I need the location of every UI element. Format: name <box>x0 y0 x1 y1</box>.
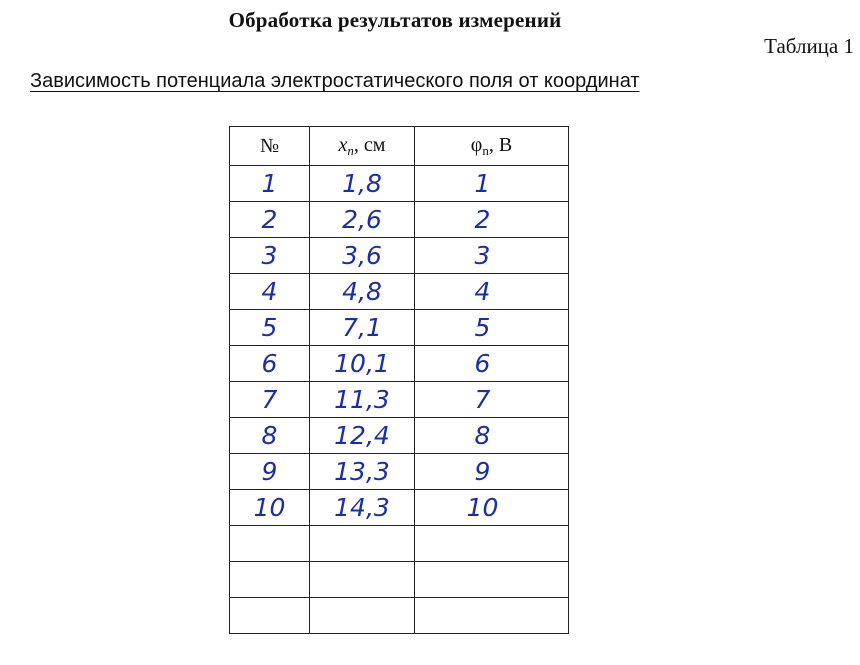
potential-cell: 7 <box>415 382 569 418</box>
potential-cell: 10 <box>415 490 569 526</box>
header-coordinate <box>310 127 415 166</box>
table-header <box>230 127 569 166</box>
coordinate-cell <box>310 562 415 598</box>
table-row <box>230 418 569 454</box>
row-number-cell: 1 <box>230 166 310 202</box>
table-row <box>230 238 569 274</box>
row-number-cell: 4 <box>230 274 310 310</box>
table-row-empty <box>230 526 569 562</box>
coordinate-cell: 11,3 <box>310 382 415 418</box>
measurements-table <box>229 126 569 634</box>
potential-cell: 4 <box>415 274 569 310</box>
table-number-label: Таблица 1 <box>764 34 854 58</box>
table-row <box>230 166 569 202</box>
row-number-cell: 10 <box>230 490 310 526</box>
row-number-cell: 3 <box>230 238 310 274</box>
coordinate-cell: 12,4 <box>310 418 415 454</box>
coordinate-subscript: n <box>347 142 354 158</box>
coordinate-cell: 13,3 <box>310 454 415 490</box>
row-number-cell: 8 <box>230 418 310 454</box>
coordinate-cell: 3,6 <box>310 238 415 274</box>
number-sign: № <box>259 134 280 157</box>
potential-cell: 8 <box>415 418 569 454</box>
coordinate-unit: , см <box>353 133 386 156</box>
table-body <box>230 166 569 634</box>
coordinate-cell: 4,8 <box>310 274 415 310</box>
table-row-empty <box>230 562 569 598</box>
row-number-cell <box>230 526 310 562</box>
table-row <box>230 202 569 238</box>
coordinate-cell: 2,6 <box>310 202 415 238</box>
coordinate-cell: 10,1 <box>310 346 415 382</box>
potential-cell: 3 <box>415 238 569 274</box>
potential-cell: 9 <box>415 454 569 490</box>
row-number-cell: 6 <box>230 346 310 382</box>
coordinate-cell <box>310 526 415 562</box>
potential-subscript: n <box>482 142 489 158</box>
potential-cell <box>415 562 569 598</box>
coordinate-cell: 7,1 <box>310 310 415 346</box>
table-row <box>230 310 569 346</box>
row-number-cell <box>230 562 310 598</box>
table-row <box>230 382 569 418</box>
potential-cell: 6 <box>415 346 569 382</box>
row-number-cell: 2 <box>230 202 310 238</box>
potential-unit: , В <box>488 133 513 156</box>
coordinate-cell <box>310 598 415 634</box>
coordinate-cell: 1,8 <box>310 166 415 202</box>
table-row <box>230 274 569 310</box>
header-number <box>230 127 310 166</box>
potential-cell <box>415 526 569 562</box>
coordinate-symbol: x <box>338 133 348 156</box>
table-row <box>230 454 569 490</box>
row-number-cell: 7 <box>230 382 310 418</box>
table-caption: Зависимость потенциала электростатического поля от координат <box>30 70 640 92</box>
table-row <box>230 490 569 526</box>
coordinate-cell: 14,3 <box>310 490 415 526</box>
table-header-row <box>230 127 569 166</box>
potential-cell: 1 <box>415 166 569 202</box>
potential-cell: 5 <box>415 310 569 346</box>
page-heading: Обработка результатов измерений <box>228 8 562 32</box>
potential-cell <box>415 598 569 634</box>
row-number-cell: 5 <box>230 310 310 346</box>
potential-cell: 2 <box>415 202 569 238</box>
row-number-cell <box>230 598 310 634</box>
row-number-cell: 9 <box>230 454 310 490</box>
header-potential <box>415 127 569 166</box>
table-row <box>230 346 569 382</box>
table-row-empty <box>230 598 569 634</box>
potential-symbol: φ <box>470 133 483 156</box>
